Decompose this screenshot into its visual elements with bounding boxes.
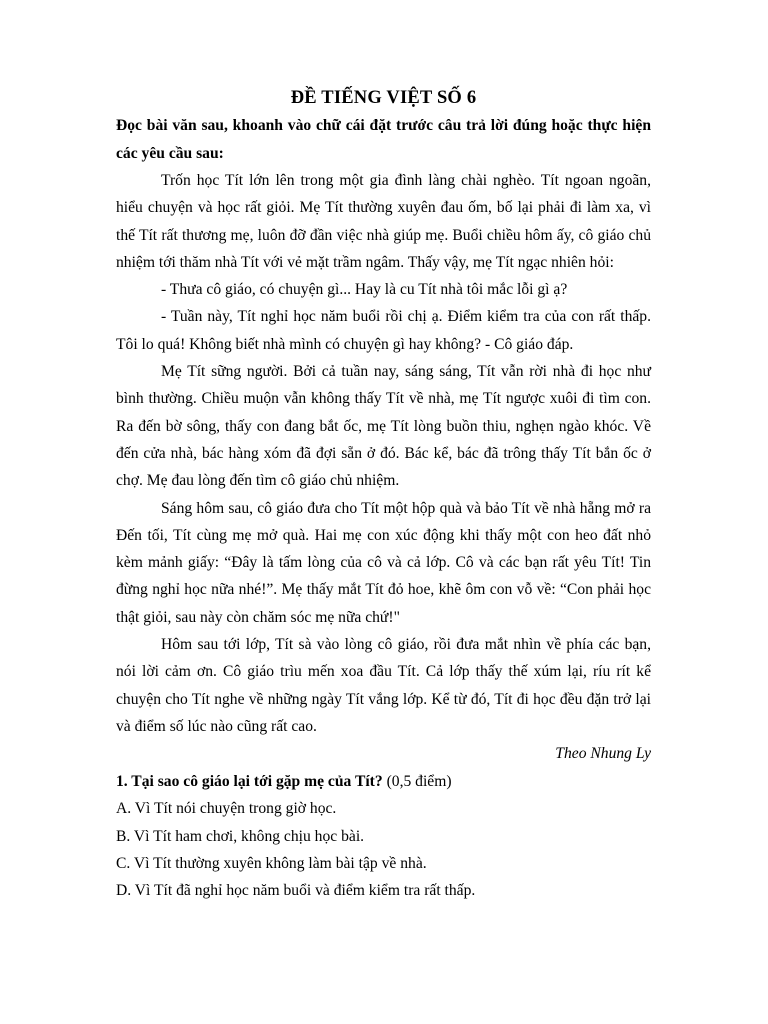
answer-option-a[interactable]: A. Vì Tít nói chuyện trong giờ học.	[116, 800, 337, 818]
story-paragraph-4: Mẹ Tít sững người. Bởi cả tuần nay, sáng sáng, Tít vẫn rời nhà đi học như bình thường. Chiều muộn vẫn không thấy Tít về nhà, mẹ Tít ngược xuôi đi tìm con. Ra đến bờ sông, thấy con đang bắt ốc, mẹ Tít lòng buồn thiu, nghẹn ngào khóc. Về đến cửa nhà, bác hàng xóm đã đợi sẵn ở đó. Bác kể, bác đã trông thấy Tít bắn ốc ở chợ. Mẹ đau lòng đến tìm cô giáo chủ nhiệm.	[116, 363, 651, 490]
answer-option-b[interactable]: B. Vì Tít ham chơi, không chịu học bài.	[116, 827, 365, 845]
instruction-text: Đọc bài văn sau, khoanh vào chữ cái đặt trước câu trả lời đúng hoặc thực hiện các yêu cầu sau:	[116, 117, 651, 162]
document-title: ĐỀ TIẾNG VIỆT SỐ 6	[290, 88, 477, 108]
story-paragraph-1: Trốn học Tít lớn lên trong một gia đình làng chài nghèo. Tít ngoan ngoãn, hiểu chuyện và học rất giỏi. Mẹ Tít thường xuyên đau ốm, bố lại phải đi làm xa, vì thế Tít rất thương mẹ, luôn đỡ đần việc nhà giúp mẹ. Buổi chiều hôm ấy, cô giáo chủ nhiệm tới thăm nhà Tít với vẻ mặt trầm ngâm. Thấy vậy, mẹ Tít ngạc nhiên hỏi:	[116, 172, 651, 271]
story-paragraph-2: - Thưa cô giáo, có chuyện gì... Hay là cu Tít nhà tôi mắc lỗi gì ạ?	[161, 281, 568, 299]
story-paragraph-3: - Tuần này, Tít nghỉ học năm buổi rồi chị ạ. Điểm kiểm tra của con rất thấp. Tôi lo quá! Không biết nhà mình có chuyện gì hay không? - Cô giáo đáp.	[116, 308, 651, 353]
question-1-points: (0,5 điểm)	[386, 772, 452, 790]
question-1	[116, 768, 651, 796]
document-body	[116, 84, 651, 904]
story-paragraph-6: Hôm sau tới lớp, Tít sà vào lòng cô giáo, rồi đưa mắt nhìn về phía các bạn, nói lời cảm ơn. Cô giáo trìu mến xoa đầu Tít. Cả lớp thấy thế xúm lại, ríu rít kể chuyện cho Tít nghe về những ngày Tít vắng lớp. Kể từ đó, Tít đi học đều đặn trở lại và điểm số lúc nào cũng rất cao.	[116, 636, 651, 735]
story-source: Theo Nhung Ly	[555, 745, 651, 763]
answer-option-c[interactable]: C. Vì Tít thường xuyên không làm bài tập về nhà.	[116, 854, 427, 872]
question-1-text: 1. Tại sao cô giáo lại tới gặp mẹ của Tít?	[116, 772, 383, 790]
story-paragraph-5: Sáng hôm sau, cô giáo đưa cho Tít một hộp quà và bảo Tít về nhà hẵng mở ra Đến tối, Tít cùng mẹ mở quà. Hai mẹ con xúc động khi thấy một con heo đất nhỏ kèm mảnh giấy: “Đây là tấm lòng của cô và cả lớp. Cô và các bạn rất yêu Tít! Tin đừng nghỉ học nữa nhé!”. Mẹ thấy mắt Tít đỏ hoe, khẽ ôm con vỗ về: “Con phải học thật giỏi, sau này còn chăm sóc mẹ nữa chứ!"	[116, 499, 651, 626]
answer-option-d[interactable]: D. Vì Tít đã nghỉ học năm buổi và điểm kiểm tra rất thấp.	[116, 882, 476, 900]
